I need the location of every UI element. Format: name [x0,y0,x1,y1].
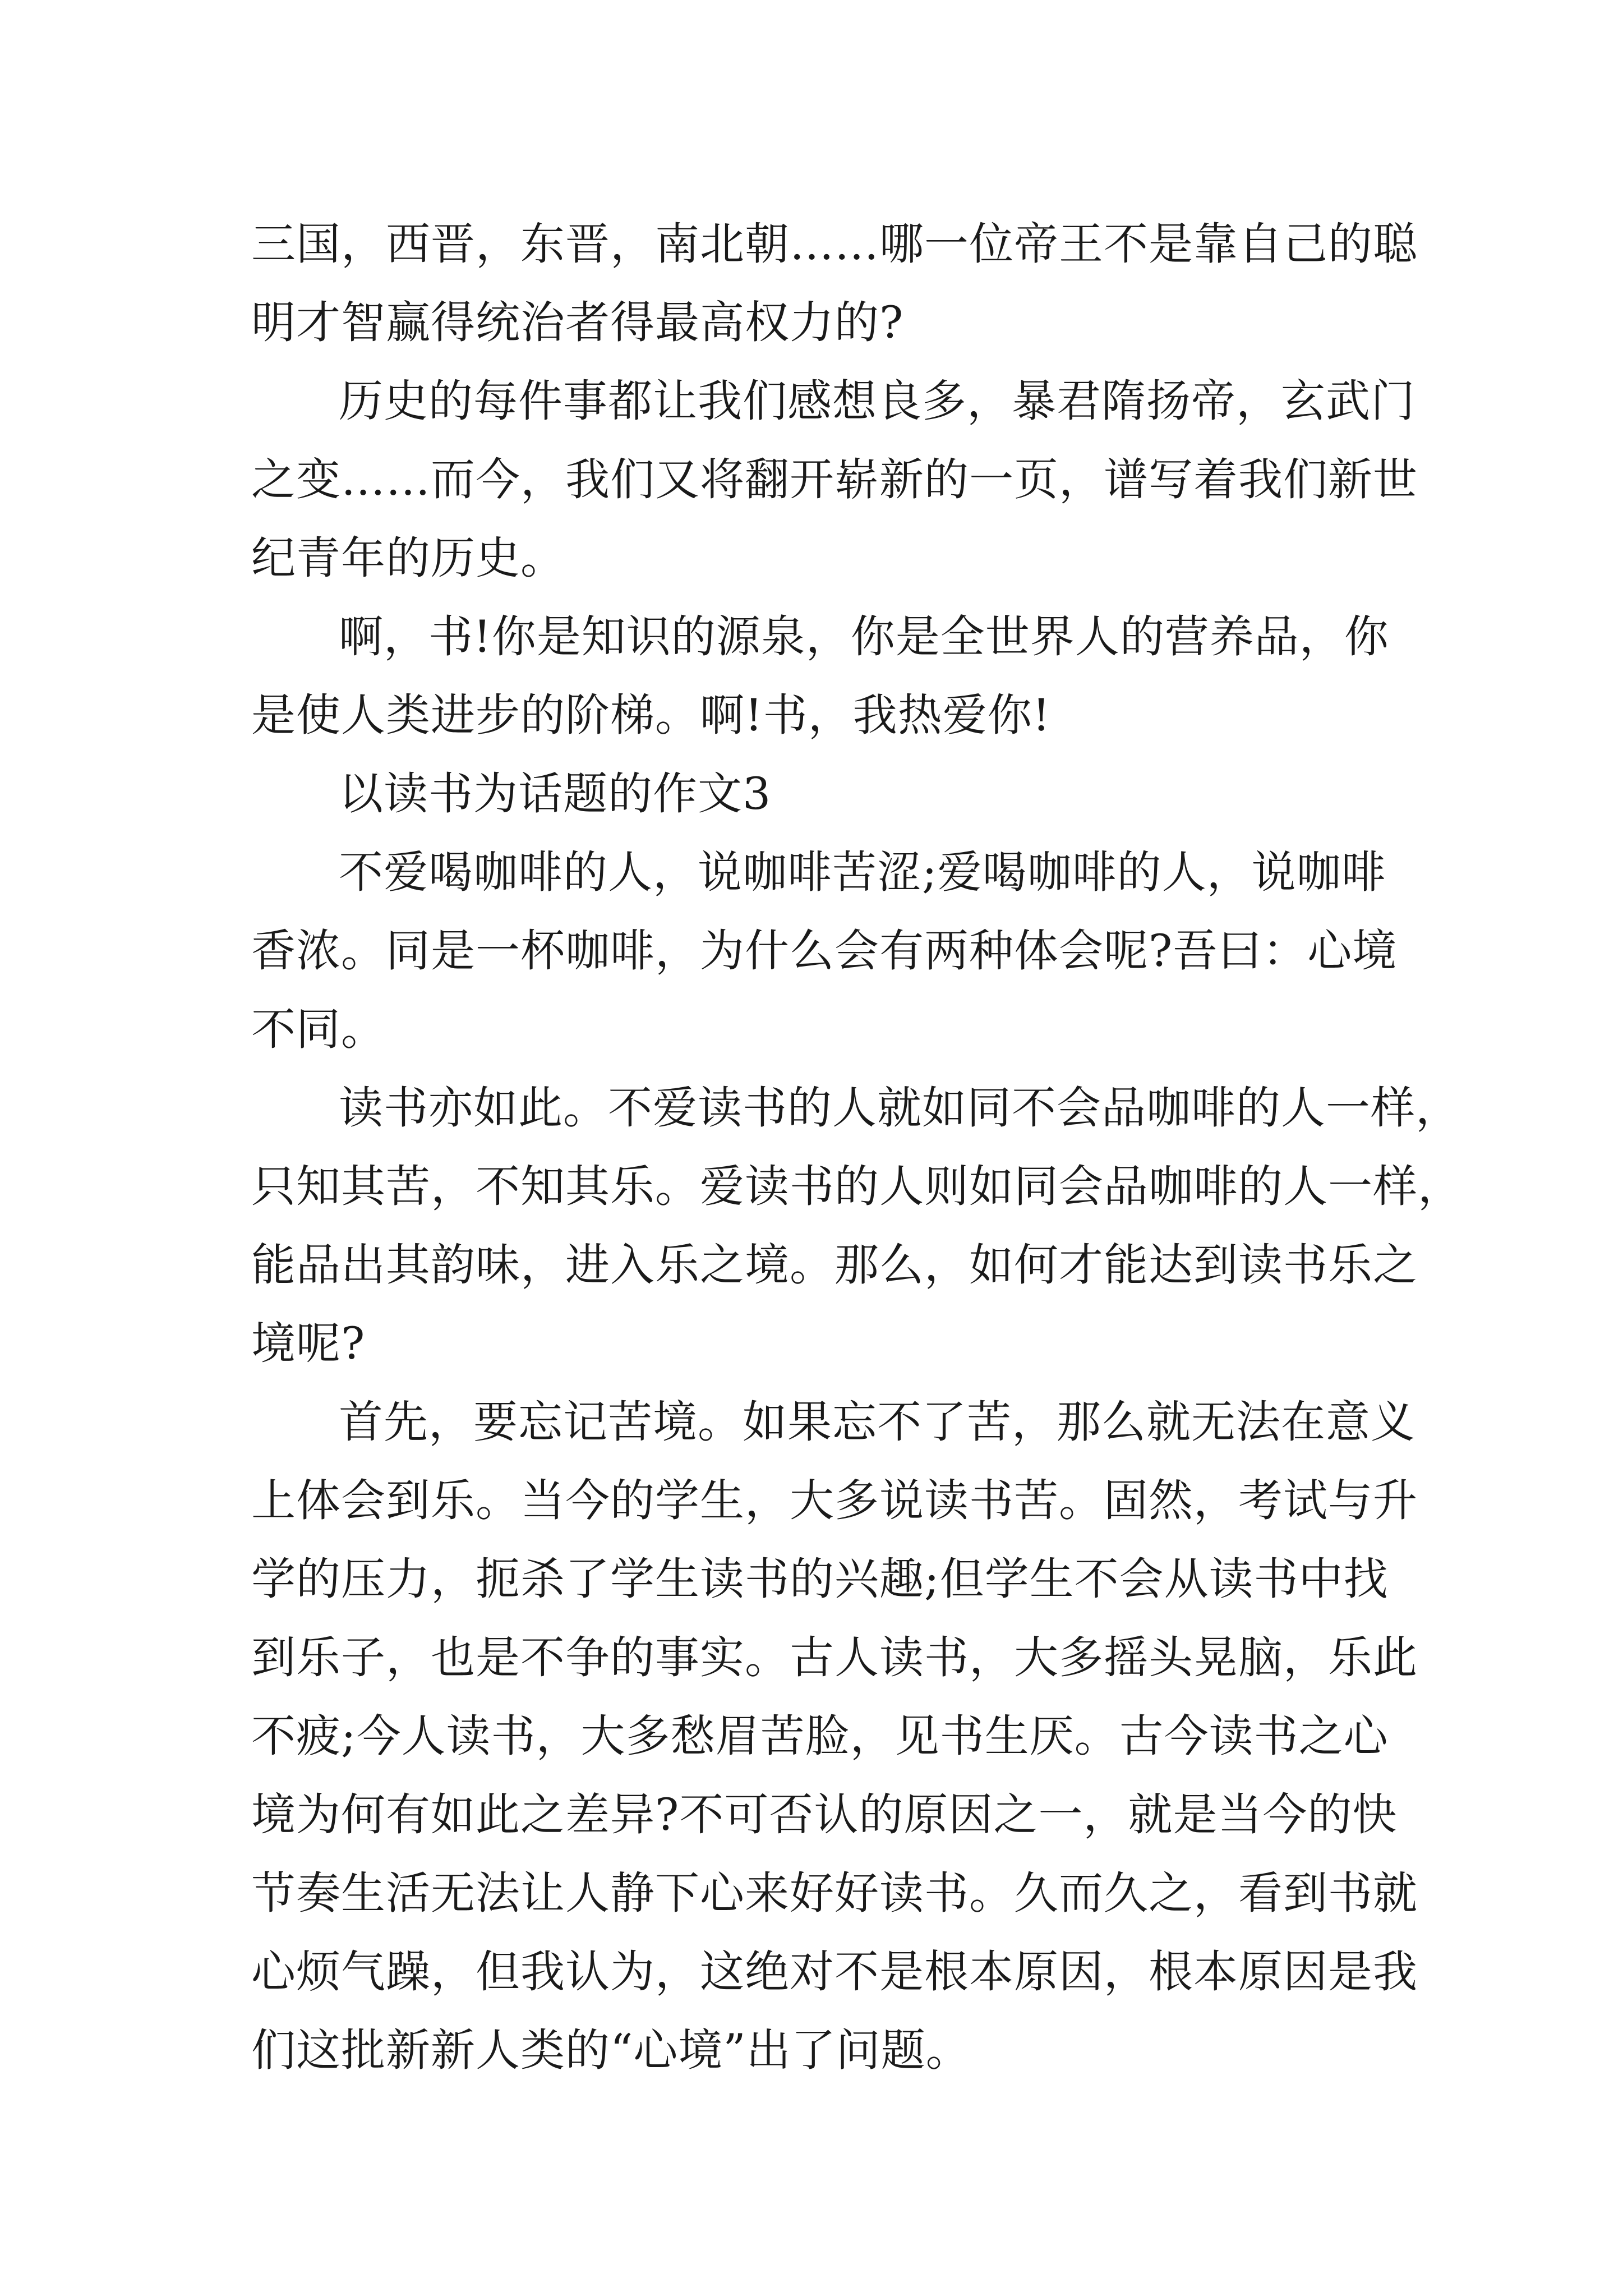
text-line: 之变……而今，我们又将翻开崭新的一页，谱写着我们新世 [251,454,1418,505]
text-line: 能品出其韵味，进入乐之境。那么，如何才能达到读书乐之 [251,1239,1418,1291]
text-line: 不爱喝咖啡的人，说咖啡苦涩;爱喝咖啡的人，说咖啡 [339,846,1386,898]
text-line: 到乐子，也是不争的事实。古人读书，大多摇头晃脑，乐此 [251,1632,1418,1683]
text-line: 节奏生活无法让人静下心来好好读书。久而久之，看到书就 [251,1867,1418,1919]
text-line: 们这批新新人类的“心境”出了问题。 [251,2024,971,2076]
text-line: 明才智赢得统治者得最高权力的? [251,297,904,348]
text-line: 是使人类进步的阶梯。啊!书，我热爱你! [251,689,1051,741]
text-line: 香浓。同是一杯咖啡，为什么会有两种体会呢?吾曰：心境 [251,925,1398,977]
text-line: 境为何有如此之差异?不可否认的原因之一，就是当今的快 [251,1789,1398,1841]
text-line: 只知其苦，不知其乐。爱读书的人则如同会品咖啡的人一样， [251,1161,1463,1212]
text-line: 历史的每件事都让我们感想良多，暴君隋扬帝，玄武门 [339,375,1415,427]
text-line: 心烦气躁，但我认为，这绝对不是根本原因，根本原因是我 [251,1946,1418,1998]
text-line: 境呢? [251,1318,366,1369]
text-line: 不同。 [251,1004,386,1055]
section-heading: 以读书为话题的作文3 [339,768,772,820]
text-line: 三国，西晋，东晋，南北朝……哪一位帝王不是靠自己的聪 [251,218,1418,270]
text-line: 上体会到乐。当今的学生，大多说读书苦。固然，考试与升 [251,1475,1418,1526]
text-line: 纪青年的历史。 [251,532,565,584]
text-line: 读书亦如此。不爱读书的人就如同不会品咖啡的人一样， [339,1082,1460,1134]
text-line: 不疲;今人读书，大多愁眉苦脸，见书生厌。古今读书之心 [251,1710,1389,1762]
text-line: 啊，书!你是知识的源泉，你是全世界人的营养品，你 [339,611,1389,662]
text-line: 首先，要忘记苦境。如果忘不了苦，那么就无法在意义 [339,1396,1415,1448]
text-line: 学的压力，扼杀了学生读书的兴趣;但学生不会从读书中找 [251,1553,1389,1605]
